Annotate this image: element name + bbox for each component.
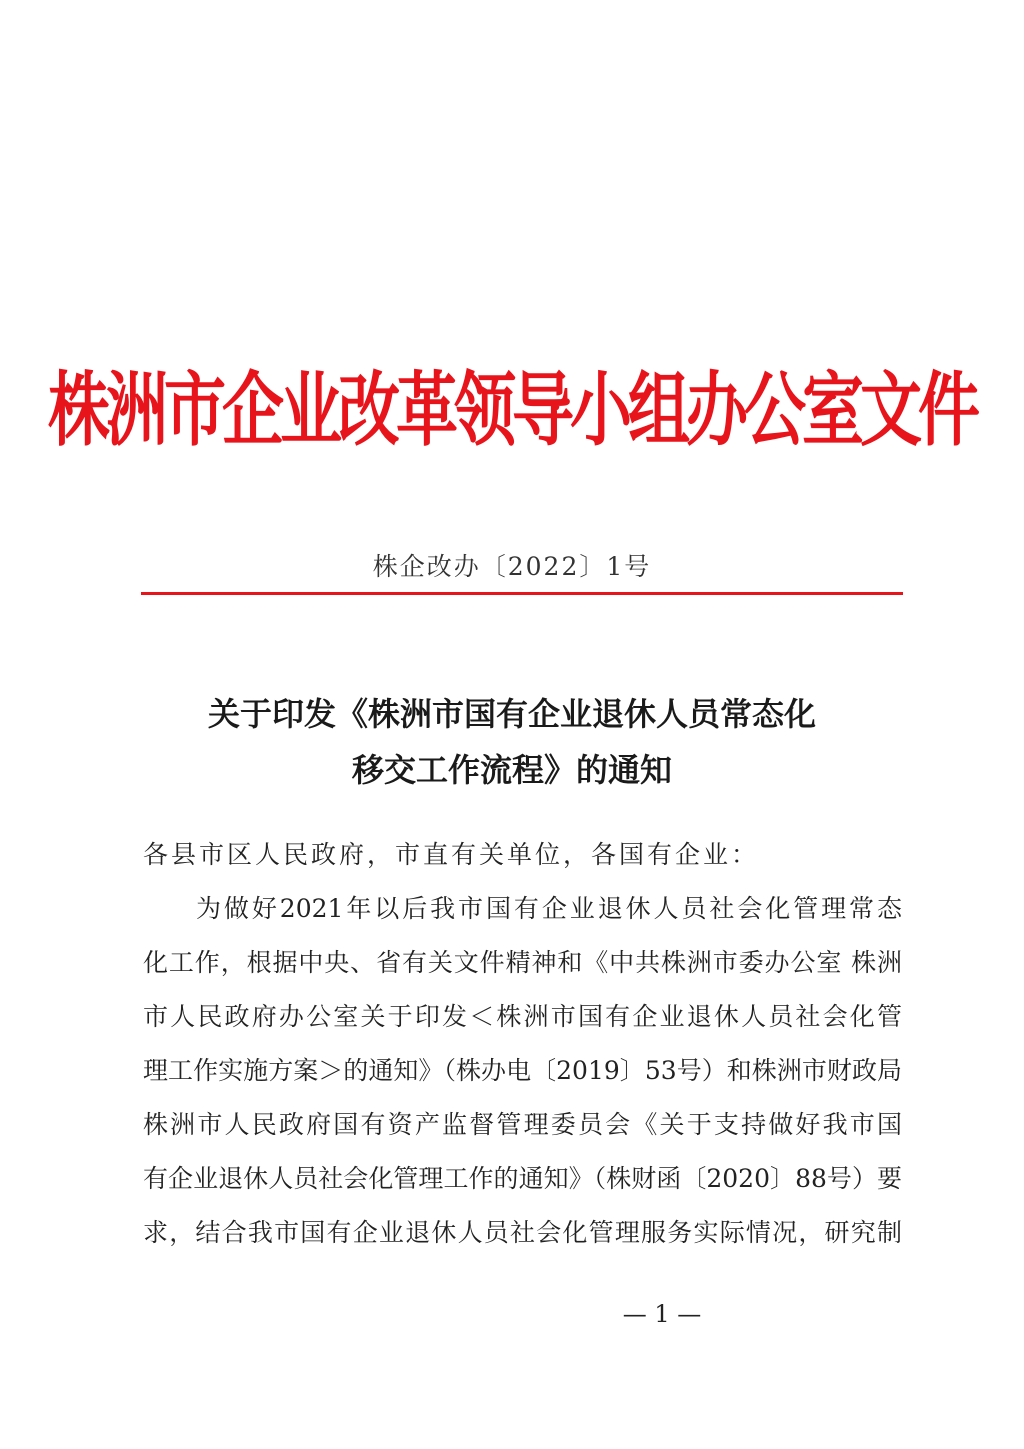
body-paragraph-line: 株洲市人民政府国有资产监督管理委员会《关于支持做好我市国 xyxy=(143,1110,902,1139)
body-paragraph-line: 理工作实施方案＞的通知》（株办电〔2019〕53号）和株洲市财政局 xyxy=(143,1056,902,1085)
notice-title-line-1: 关于印发《株洲市国有企业退休人员常态化 xyxy=(207,695,816,733)
issuer-masthead: 株洲市企业改革领导小组办公室文件 xyxy=(47,362,976,458)
notice-title-line-2: 移交工作流程》的通知 xyxy=(351,751,672,789)
body-paragraph-line: 有企业退休人员社会化管理工作的通知》（株财函〔2020〕88号）要 xyxy=(143,1164,902,1193)
body-paragraph-line: 求，结合我市国有企业退休人员社会化管理服务实际情况，研究制 xyxy=(143,1218,902,1247)
document-number: 株企改办〔2022〕1号 xyxy=(372,552,652,581)
page-number: — 1 — xyxy=(622,1300,702,1328)
salutation: 各县市区人民政府，市直有关单位，各国有企业： xyxy=(143,840,760,869)
red-divider-rule xyxy=(141,592,903,595)
body-paragraph-line: 化工作，根据中央、省有关文件精神和《中共株洲市委办公室 株洲 xyxy=(143,948,902,977)
body-paragraph-line: 市人民政府办公室关于印发＜株洲市国有企业退休人员社会化管 xyxy=(143,1002,902,1031)
body-paragraph-line: 为做好2021年以后我市国有企业退休人员社会化管理常态 xyxy=(196,894,902,923)
